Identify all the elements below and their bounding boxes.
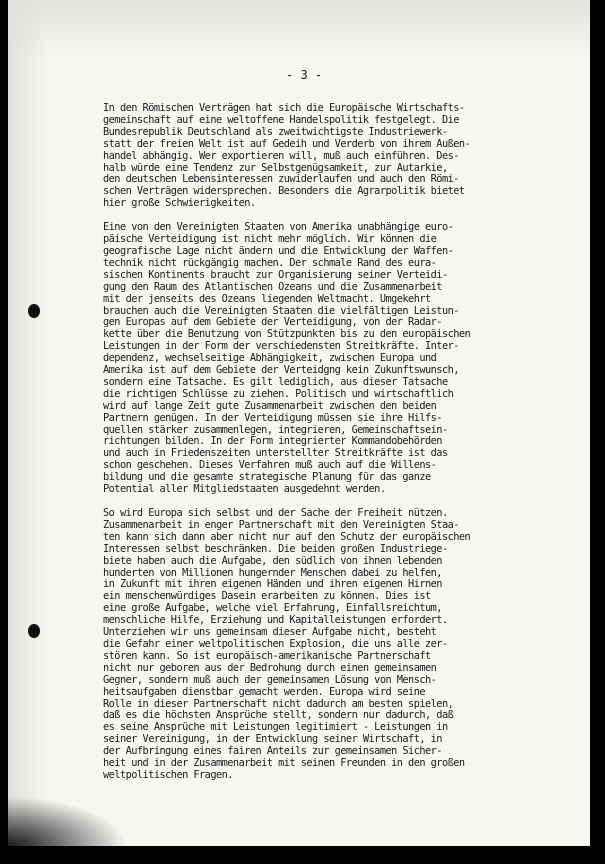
text-line: ein menschenwürdiges Dasein erarbeiten zu können. Dies ist [103,590,431,603]
text-line: die richtigen Schlüsse zu ziehen. Politisch und wirtschaftlich [103,387,454,400]
text-line: Interessen selbst beschränken. Die beiden großen Industriege- [103,542,448,555]
punch-hole-top [28,304,40,318]
text-line: seiner Vereinigung, in der Entwicklung seiner Wirtschaft, in [103,733,442,746]
text-line: gung den Raum des Atlantischen Ozeans und die Zusammenarbeit [103,280,442,293]
paragraph-2 [103,222,579,496]
text-line: nicht nur geboren aus der Bedrohung durch einen gemeinsamen [103,661,437,674]
text-line: heit und in der Zusammenarbeit mit seinen Freunden in den großen [103,757,465,770]
text-line: Potential aller Mitgliedstaaten ausgedehnt werden. [103,483,386,496]
text-line: handel abhängig. Wer exportieren will, muß auch einführen. Des- [103,149,459,162]
text-line: ten kann sich dann aber nicht nur auf den Schutz der europäischen [103,530,471,543]
text-line: päische Verteidigung ist nicht mehr möglich. Wir können die [103,233,437,246]
text-line: bildung und die gesamte strategische Planung für das ganze [103,471,431,484]
text-line: mit der jenseits des Ozeans liegenden Weltmacht. Umgekehrt [103,292,431,305]
text-line: richtungen bilden. In der Form integrierter Kommandobehörden [103,435,442,448]
text-line: Leistungen in der Form der verschiedensten Streitkräfte. Inter- [103,340,459,353]
document-page [8,0,590,846]
text-line: daß es die höchsten Ansprüche stellt, sondern nur dadurch, daß [103,709,454,722]
punch-hole-bottom [28,624,40,638]
text-line: hier große Schwierigkeiten. [103,197,256,210]
text-line: Eine von den Vereinigten Staaten von Amerika unabhängige euro- [103,221,454,234]
text-line: Amerika ist auf dem Gebiete der Verteidgng kein Zukunftswunsch, [103,364,459,377]
page-corner-shadow [8,796,128,846]
text-line: sondern eine Tatsache. Es gilt lediglich, aus dieser Tatsache [103,375,448,388]
text-line: In den Römischen Verträgen hat sich die Europäische Wirtschafts- [103,102,465,114]
text-line: Partnern genügen. In der Verteidigung müssen sie ihre Hilfs- [103,411,442,424]
text-line: gen Europas auf dem Gebiete der Verteidigung, von der Radar- [103,316,442,329]
text-line: biete haben auch die Aufgabe, den südlich von ihnen lebenden [103,554,442,567]
text-line: hunderten von Millionen hungernder Menschen dabei zu helfen, [103,566,442,579]
text-line: es seine Ansprüche mit Leistungen legitimiert - Leistungen in [103,721,448,734]
document-body [103,103,579,794]
text-line: Unterziehen wir uns gemeinsam dieser Aufgabe nicht, besteht [103,626,437,639]
text-line: So wird Europa sich selbst und der Sache der Freiheit nützen. [103,507,448,519]
text-line: menschliche Hilfe, Erziehung und Kapitalleistungen erfordert. [103,614,448,627]
text-line: Zusammenarbeit in enger Partnerschaft mit den Vereinigten Staa- [103,518,459,531]
text-line: wird auf lange Zeit gute Zusammenarbeit zwischen den beiden [103,399,437,412]
text-line: in Zukunft mit ihren eigenen Händen und ihren eigenen Hirnen [103,578,442,591]
text-line: gemeinschaft auf eine weltoffene Handelspolitik festgelegt. Die [103,113,459,126]
text-line: weltpolitischen Fragen. [103,768,233,781]
text-line: der Aufbringung eines fairen Anteils zur gemeinsamen Sicher- [103,745,442,758]
text-line: eine große Aufgabe, welche viel Erfahrung, Einfallsreichtum, [103,602,442,615]
text-line: halb würde eine Tendenz zur Selbstgenügsamkeit, zur Autarkie, [103,161,448,174]
text-line: und auch in Friedenszeiten unterstellter Streitkräfte ist das [103,447,448,460]
text-line: dependenz, wechselseitige Abhängigkeit, zwischen Europa und [103,352,437,365]
text-line: den deutschen Lebensinteressen zuwiderlaufen und auch den Römi- [103,173,459,186]
paragraph-3 [103,508,579,782]
text-line: brauchen auch die Vereinigten Staaten die vielfältigen Leistun- [103,304,459,317]
text-line: heitsaufgaben dienstbar gemacht werden. Europa wird seine [103,685,426,698]
text-line: quellen stärker zusammenlegen, integrieren, Gemeinschaftsein- [103,423,448,436]
text-line: sischen Kontinents braucht zur Organisierung seiner Verteidi- [103,268,448,281]
text-line: die Gefahr einer weltpolitischen Explosion, die uns alle zer- [103,637,448,650]
text-line: schon geschehen. Dieses Verfahren muß auch auf die Willens- [103,459,437,472]
text-line: Gegner, sondern muß auch der gemeinsamen Lösung von Mensch- [103,673,437,686]
text-line: geografische Lage nicht ändern und die Entwicklung der Waffen- [103,244,454,257]
text-line: kette über die Benutzung von Stützpunkten bis zu den europäischen [103,328,471,341]
text-line: Rolle in dieser Partnerschaft nicht dadurch am besten spielen, [103,697,454,710]
page-number: - 3 - [286,68,323,82]
text-line: Bundesrepublik Deutschland als zweitwichtigste Industriewerk- [103,125,448,138]
text-line: technik nicht rückgängig machen. Der schmale Rand des eura- [103,256,437,269]
text-line: stören kann. So ist europäisch-amerikanische Partnerschaft [103,649,431,662]
text-line: schen Verträgen widersprechen. Besonders die Agrarpolitik bietet [103,185,465,198]
paragraph-1 [103,103,579,210]
text-line: statt der freien Welt ist auf Gedeih und Verderb von ihrem Außen- [103,137,471,150]
